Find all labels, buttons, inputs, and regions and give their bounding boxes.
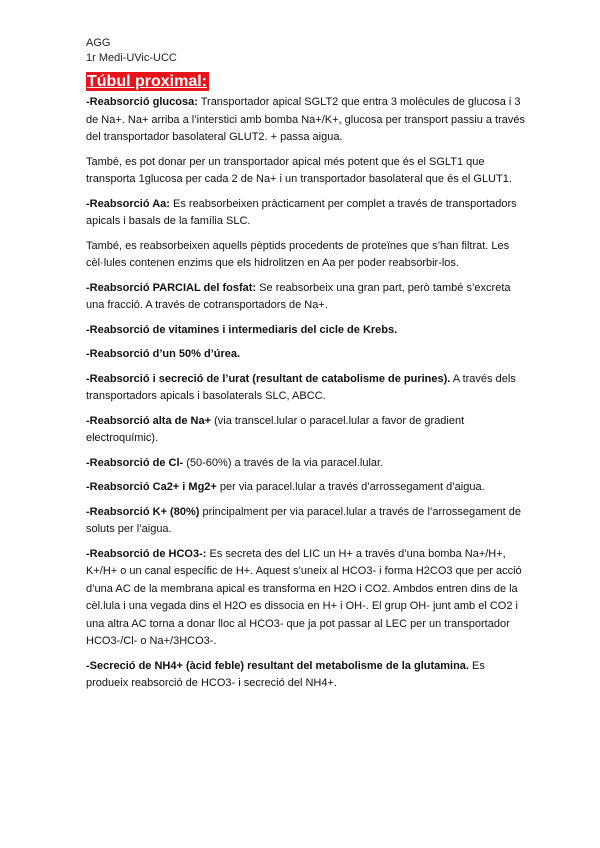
paragraph [86, 154, 526, 189]
paragraph-text: Transportador apical SGLT2 que entra 3 molècules de glucosa i 3 de Na+. Na+ arriba a l’interstici amb bomba Na+/K+, glucosa per transport passiu a través del transportador basolateral GLUT2. + passa aigua. [86, 96, 526, 143]
paragraph-text: per via paracel.lular a través d’arrossegament d’aigua. [216, 481, 485, 493]
paragraph-bold: -Reabsorció Aa: [86, 197, 170, 210]
paragraph [86, 371, 526, 406]
paragraph [86, 658, 526, 693]
paragraph [86, 413, 526, 448]
course-name: 1r Medi-UVic-UCC [86, 52, 177, 64]
paragraph-bold: -Reabsorció K+ (80%) [86, 505, 200, 518]
paragraph-bold: -Reabsorció d’un 50% d’úrea. [86, 348, 241, 360]
paragraph-bold: -Reabsorció i secreció de l’urat (resultant de catabolisme de purines). [86, 372, 451, 385]
paragraph-bold: -Reabsorció Ca2+ i Mg2+ [86, 481, 217, 493]
paragraph [86, 346, 526, 364]
document-body [86, 94, 526, 700]
paragraph-text: També, es reabsorbeixen aquells pèptids procedents de proteïnes que s’han filtrat. Les cèl·lules contenen enzims que els hidrolitzen en Aa per poder reabsorbir-los. [86, 239, 510, 269]
paragraph-text: Es produeix reabsorció de HCO3- i secreció del NH4+. [86, 659, 485, 689]
paragraph-bold: -Reabsorció alta de Na+ [86, 414, 212, 427]
paragraph [86, 546, 526, 651]
paragraph-text: Es secreta des del LIC un H+ a través d’una bomba Na+/H+, K+/H+ o un canal específic de H+. Aquest s’uneix al HCO3- i forma H2CO3 que per acció d’una AC de la membrana apical es transforma en H2O i CO2. Ambdos entren dins de la cèl.lula i una vegada dins el H2O es dissocia en H+ i OH-. El grup OH- junt amb el CO2 i una altra AC torna a donar lloc al HCO3- que ja pot passar al LEC per un transportador HCO3-/Cl- o Na+/3HCO3-. [86, 547, 522, 647]
paragraph [86, 504, 526, 539]
paragraph [86, 322, 526, 340]
author-initials: AGG [86, 37, 111, 49]
section-title: Túbul proximal: [87, 73, 207, 90]
paragraph-text: (50-60%) a través de la via paracel.lular. [183, 456, 384, 469]
paragraph-text: Es reabsorbeixen pràcticament per complet a través de transportadors apicals i basals de la família SLC. [86, 197, 517, 227]
paragraph-text: Se reabsorbeix una gran part, però també s’excreta una fracció. A través de cotransportadors de Na+. [86, 281, 511, 311]
paragraph [86, 196, 526, 231]
paragraph-bold: -Reabsorció de vitamines i intermediaris del cicle de Krebs. [86, 323, 398, 336]
paragraph-bold: -Reabsorció glucosa: [86, 96, 198, 108]
paragraph [86, 280, 526, 315]
paragraph [86, 455, 526, 473]
paragraph-bold: -Reabsorció de Cl- [86, 456, 184, 469]
paragraph [86, 238, 526, 273]
paragraph [86, 479, 526, 497]
paragraph-bold: -Reabsorció PARCIAL del fosfat: [86, 281, 257, 294]
paragraph-bold: -Reabsorció de HCO3-: [86, 547, 207, 560]
paragraph-text: (via transcel.lular o paracel.lular a favor de gradient electroquímic). [86, 414, 465, 444]
paragraph-text: A través dels transportadors apicals i basolaterals SLC, ABCC. [86, 372, 516, 402]
page-header [86, 36, 177, 66]
paragraph-text: També, es pot donar per un transportador apical més potent que és el SGLT1 que transporta 1glucosa per cada 2 de Na+ i un transportador basolateral que és el GLUT1. [86, 155, 512, 185]
paragraph-bold: -Secreció de NH4+ (àcid feble) resultant del metabolisme de la glutamina. [86, 659, 469, 672]
paragraph [86, 94, 526, 147]
paragraph-text: principalment per via paracel.lular a través de l’arrossegament de soluts per l’aigua. [86, 505, 522, 535]
